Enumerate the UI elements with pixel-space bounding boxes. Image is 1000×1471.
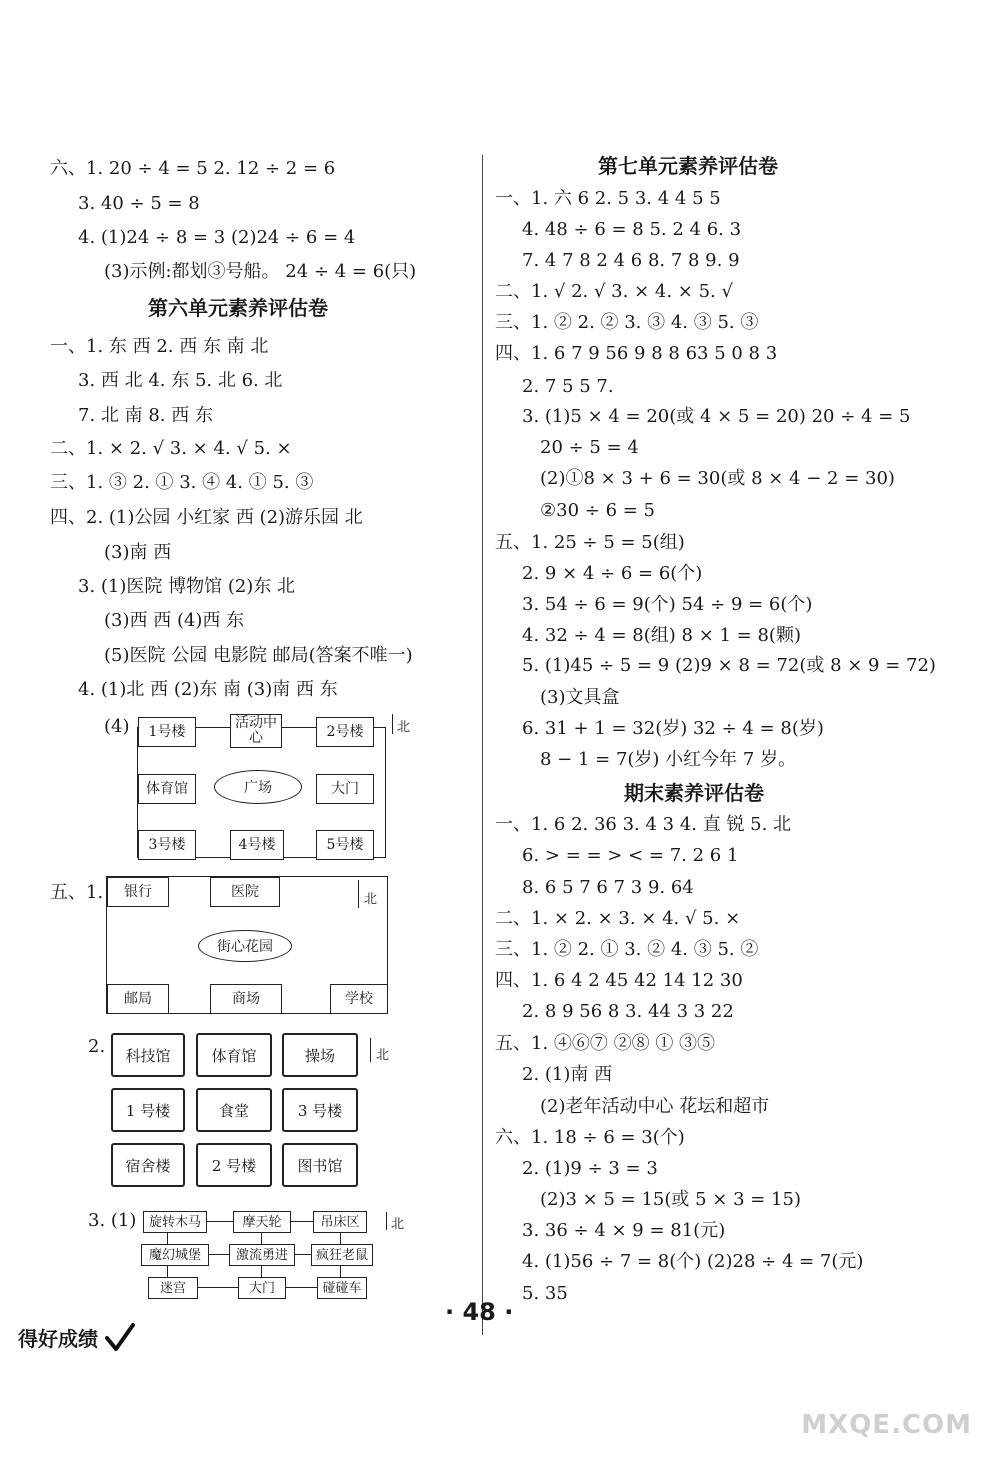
answer-line: 3. (1) bbox=[88, 1210, 137, 1231]
north-arrow-icon bbox=[386, 1212, 387, 1230]
section-title: 第六单元素养评估卷 bbox=[148, 296, 328, 320]
north-label: 北 bbox=[397, 720, 411, 735]
north-label: 北 bbox=[376, 1048, 390, 1063]
answer-line: 8 − 1 = 7(岁) 小红今年 7 岁。 bbox=[540, 749, 797, 770]
answer-line: 5. 35 bbox=[522, 1283, 568, 1304]
answer-line: 五、1. ④⑥⑦ ②⑧ ① ③⑤ bbox=[495, 1033, 716, 1054]
map-cell: 银行 bbox=[107, 877, 169, 907]
answer-line: 五、1. bbox=[50, 882, 104, 903]
answer-line: 三、1. ③ 2. ① 3. ④ 4. ① 5. ③ bbox=[50, 472, 314, 493]
map-cell: 体育馆 bbox=[138, 774, 196, 804]
answer-line: 2. 7 5 5 7. bbox=[522, 376, 614, 397]
map-cell: 5号楼 bbox=[316, 830, 374, 860]
map-cell: 摩天轮 bbox=[233, 1211, 291, 1233]
north-arrow-icon bbox=[358, 880, 359, 908]
answer-line: 2. (1)9 ÷ 3 = 3 bbox=[522, 1158, 658, 1179]
answer-line: 二、1. × 2. × 3. × 4. √ 5. × bbox=[495, 908, 741, 929]
answer-line: 一、1. 六 6 2. 5 3. 4 4 5 5 bbox=[495, 188, 721, 209]
map-cell: 2 号楼 bbox=[196, 1143, 272, 1187]
map-cell: 体育馆 bbox=[196, 1033, 272, 1077]
answer-line: 一、1. 东 西 2. 西 东 南 北 bbox=[50, 336, 269, 357]
section-title: 期末素养评估卷 bbox=[624, 781, 764, 805]
answer-line: 2. 8 9 56 8 3. 44 3 3 22 bbox=[522, 1001, 734, 1022]
answer-line: 4. (1)北 西 (2)东 南 (3)南 西 东 bbox=[78, 679, 338, 700]
map-cell: 1 号楼 bbox=[111, 1088, 185, 1132]
brand-text: 得好成绩 bbox=[18, 1327, 98, 1351]
map-cell: 宿舍楼 bbox=[111, 1143, 185, 1187]
answer-line: 二、1. × 2. √ 3. × 4. √ 5. × bbox=[50, 438, 292, 459]
answer-line: 3. 40 ÷ 5 = 8 bbox=[78, 193, 200, 214]
answer-line: 五、1. 25 ÷ 5 = 5(组) bbox=[495, 532, 685, 553]
answer-line: 7. 4 7 8 2 4 6 8. 7 8 9. 9 bbox=[522, 250, 740, 271]
answer-line: (5)医院 公园 电影院 邮局(答案不唯一) bbox=[104, 645, 413, 666]
answer-line: 5. (1)45 ÷ 5 = 9 (2)9 × 8 = 72(或 8 × 9 = 72) bbox=[522, 655, 936, 676]
answer-line: (2)3 × 5 = 15(或 5 × 3 = 15) bbox=[540, 1189, 801, 1210]
answer-line: (4) bbox=[104, 716, 130, 737]
watermark: MXQE.COM bbox=[801, 1410, 972, 1440]
column-divider bbox=[482, 155, 483, 1335]
answer-line: 六、1. 20 ÷ 4 = 5 2. 12 ÷ 2 = 6 bbox=[50, 158, 336, 179]
brand-logo bbox=[18, 1322, 135, 1352]
answer-line: 六、1. 18 ÷ 6 = 3(个) bbox=[495, 1127, 685, 1148]
answer-line: ②30 ÷ 6 = 5 bbox=[540, 500, 655, 521]
north-label: 北 bbox=[364, 892, 378, 907]
map-cell: 大门 bbox=[238, 1277, 286, 1299]
map-cell: 2号楼 bbox=[316, 717, 374, 747]
answer-line: (3)西 西 (4)西 东 bbox=[104, 610, 245, 631]
map-cell: 3 号楼 bbox=[282, 1088, 358, 1132]
answer-line: (2)老年活动中心 花坛和超市 bbox=[540, 1096, 770, 1117]
answer-line: 6. > = = > < = 7. 2 6 1 bbox=[522, 845, 739, 866]
answer-line: 2. (1)南 西 bbox=[522, 1064, 613, 1085]
answer-line: 4. (1)56 ÷ 7 = 8(个) (2)28 ÷ 4 = 7(元) bbox=[522, 1251, 864, 1272]
answer-line: 四、2. (1)公园 小红家 西 (2)游乐园 北 bbox=[50, 507, 363, 528]
map-cell: 操场 bbox=[282, 1033, 358, 1077]
answer-line: 4. 48 ÷ 6 = 8 5. 2 4 6. 3 bbox=[522, 219, 742, 240]
answer-line: 一、1. 6 2. 36 3. 4 3 4. 直 锐 5. 北 bbox=[495, 814, 792, 835]
map-cell: 食堂 bbox=[196, 1088, 272, 1132]
answer-line: (2)①8 × 3 + 6 = 30(或 8 × 4 − 2 = 30) bbox=[540, 468, 895, 489]
section-title: 第七单元素养评估卷 bbox=[598, 154, 778, 178]
answer-line: 3. 36 ÷ 4 × 9 = 81(元) bbox=[522, 1220, 726, 1241]
north-arrow-icon bbox=[392, 714, 393, 734]
map-cell: 4号楼 bbox=[230, 830, 284, 860]
answer-line: 4. (1)24 ÷ 8 = 3 (2)24 ÷ 6 = 4 bbox=[78, 227, 356, 248]
map-cell: 3号楼 bbox=[138, 830, 196, 860]
map-cell: 邮局 bbox=[107, 984, 169, 1014]
answer-line: 6. 31 + 1 = 32(岁) 32 ÷ 4 = 8(岁) bbox=[522, 718, 824, 739]
map-cell: 激流勇进 bbox=[229, 1244, 295, 1266]
map-cell: 学校 bbox=[330, 984, 388, 1014]
answer-line: (3)示例:都划③号船。 24 ÷ 4 = 6(只) bbox=[104, 261, 417, 282]
answer-line: 4. 32 ÷ 4 = 8(组) 8 × 1 = 8(颗) bbox=[522, 625, 801, 646]
answer-line: (3)文具盒 bbox=[540, 687, 620, 708]
answer-line: 3. (1)5 × 4 = 20(或 4 × 5 = 20) 20 ÷ 4 = 5 bbox=[522, 406, 911, 427]
answer-line: 2. bbox=[88, 1036, 106, 1057]
map-cell: 迷宫 bbox=[148, 1277, 198, 1299]
map-cell: 医院 bbox=[210, 877, 280, 907]
answer-line: 四、1. 6 7 9 56 9 8 8 63 5 0 8 3 bbox=[495, 343, 778, 364]
map-cell: 魔幻城堡 bbox=[141, 1244, 209, 1266]
map-cell: 广场 bbox=[214, 770, 302, 804]
north-label: 北 bbox=[391, 1217, 405, 1232]
answer-line: 8. 6 5 7 6 7 3 9. 64 bbox=[522, 877, 694, 898]
answer-line: 20 ÷ 5 = 4 bbox=[540, 437, 639, 458]
answer-line: 3. 西 北 4. 东 5. 北 6. 北 bbox=[78, 370, 283, 391]
answer-line: 三、1. ② 2. ② 3. ③ 4. ③ 5. ③ bbox=[495, 312, 759, 333]
map-cell: 大门 bbox=[316, 774, 374, 804]
answer-line: 四、1. 6 4 2 45 42 14 12 30 bbox=[495, 970, 743, 991]
map-cell: 商场 bbox=[210, 984, 282, 1014]
map-cell: 旋转木马 bbox=[143, 1211, 207, 1233]
map-cell: 1号楼 bbox=[138, 717, 196, 747]
map-cell: 街心花园 bbox=[198, 930, 292, 962]
answer-line: 2. 9 × 4 ÷ 6 = 6(个) bbox=[522, 563, 703, 584]
map-cell: 吊床区 bbox=[313, 1211, 367, 1233]
answer-line: 7. 北 南 8. 西 东 bbox=[78, 405, 213, 426]
map-cell: 活动中心 bbox=[230, 714, 282, 748]
answer-line: 二、1. √ 2. √ 3. × 4. × 5. √ bbox=[495, 281, 733, 302]
north-arrow-icon bbox=[370, 1038, 371, 1062]
map-cell: 碰碰车 bbox=[317, 1277, 367, 1299]
answer-line: (3)南 西 bbox=[104, 542, 172, 563]
map-cell: 图书馆 bbox=[282, 1143, 358, 1187]
page-number: · 48 · bbox=[445, 1298, 514, 1326]
answer-line: 三、1. ② 2. ① 3. ② 4. ③ 5. ② bbox=[495, 939, 759, 960]
answer-line: 3. 54 ÷ 6 = 9(个) 54 ÷ 9 = 6(个) bbox=[522, 594, 813, 615]
answer-line: 3. (1)医院 博物馆 (2)东 北 bbox=[78, 576, 296, 597]
map-cell: 科技馆 bbox=[111, 1033, 185, 1077]
map-cell: 疯狂老鼠 bbox=[311, 1244, 373, 1266]
checkmark-icon bbox=[105, 1322, 135, 1352]
